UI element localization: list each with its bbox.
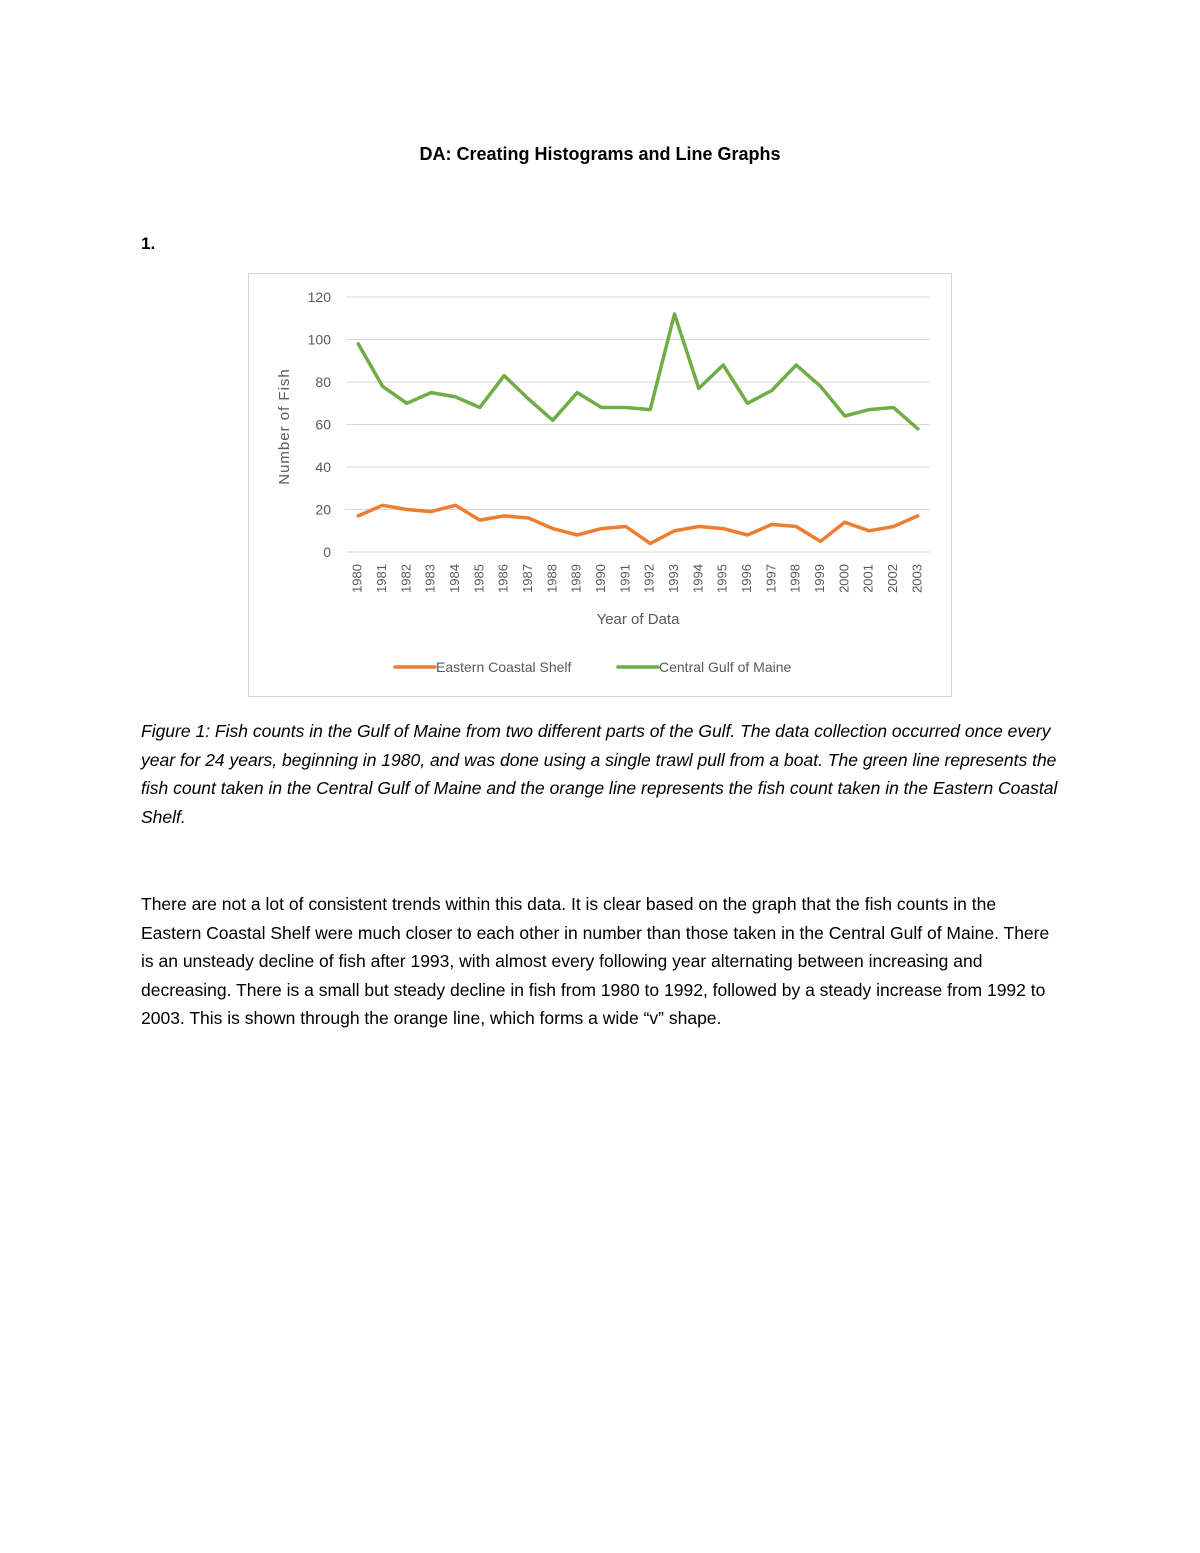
y-tick-label: 100 [307,331,331,348]
x-tick-label: 1993 [665,564,681,593]
chart-canvas [249,274,953,698]
legend-label: Eastern Coastal Shelf [436,659,572,675]
y-tick-label: 60 [315,416,331,433]
x-axis-title: Year of Data [596,611,680,628]
y-tick-label: 0 [323,544,331,560]
y-tick-label: 120 [307,289,331,305]
x-tick-label: 1997 [763,564,779,593]
x-tick-label: 1987 [519,564,535,593]
figure-caption: Figure 1: Fish counts in the Gulf of Maine from two different parts of the Gulf. The data collection occurred once every year for 24 years, beginning in 1980, and was done using a single trawl pull from a boat. The green line represents the fish count taken in the Central Gulf of Maine and the orange line represents the fish count taken in the Eastern Coastal Shelf. [141,721,1058,827]
x-tick-label: 1980 [349,564,365,593]
x-tick-label: 1995 [714,564,730,593]
x-tick-label: 1985 [471,564,487,593]
body-paragraph: There are not a lot of consistent trends within this data. It is clear based on the graph that the fish counts in the Eastern Coastal Shelf were much closer to each other in number than those taken in the Central Gulf of Maine. There is an unsteady decline of fish after 1993, with almost every following year alternating between increasing and decreasing. There is a small but steady decline in fish from 1980 to 1992, followed by a steady increase from 1992 to 2003. This is shown through the orange line, which forms a wide “v” shape. [141,894,1050,1029]
y-tick-label: 80 [315,374,331,390]
x-tick-label: 1982 [398,564,414,593]
x-tick-label: 1991 [617,564,633,593]
series-line-eastern-coastal-shelf [358,505,918,543]
x-tick-label: 1986 [495,564,511,593]
y-tick-label: 20 [315,501,331,518]
legend-label: Central Gulf of Maine [659,659,792,675]
page-title: DA: Creating Histograms and Line Graphs [419,144,781,164]
x-tick-label: 1999 [811,564,827,593]
x-tick-label: 1983 [422,564,438,593]
x-tick-label: 1990 [592,564,608,593]
fish-count-chart [248,273,952,697]
x-tick-label: 1988 [544,564,560,593]
question-number: 1. [141,234,156,253]
x-tick-label: 2003 [909,564,925,593]
x-tick-label: 2001 [860,564,876,593]
x-tick-label: 1984 [446,564,462,593]
x-tick-label: 1992 [641,564,657,593]
x-tick-label: 1989 [568,564,584,593]
x-tick-label: 1981 [373,564,389,593]
x-tick-label: 2002 [884,564,900,593]
x-tick-label: 1994 [690,564,706,593]
x-tick-label: 1996 [738,564,754,593]
x-tick-label: 2000 [836,564,852,593]
y-tick-label: 40 [315,459,331,475]
y-axis-title: Number of Fish [276,368,293,485]
x-tick-label: 1998 [787,564,803,593]
series-line-central-gulf-of-maine [358,314,918,429]
